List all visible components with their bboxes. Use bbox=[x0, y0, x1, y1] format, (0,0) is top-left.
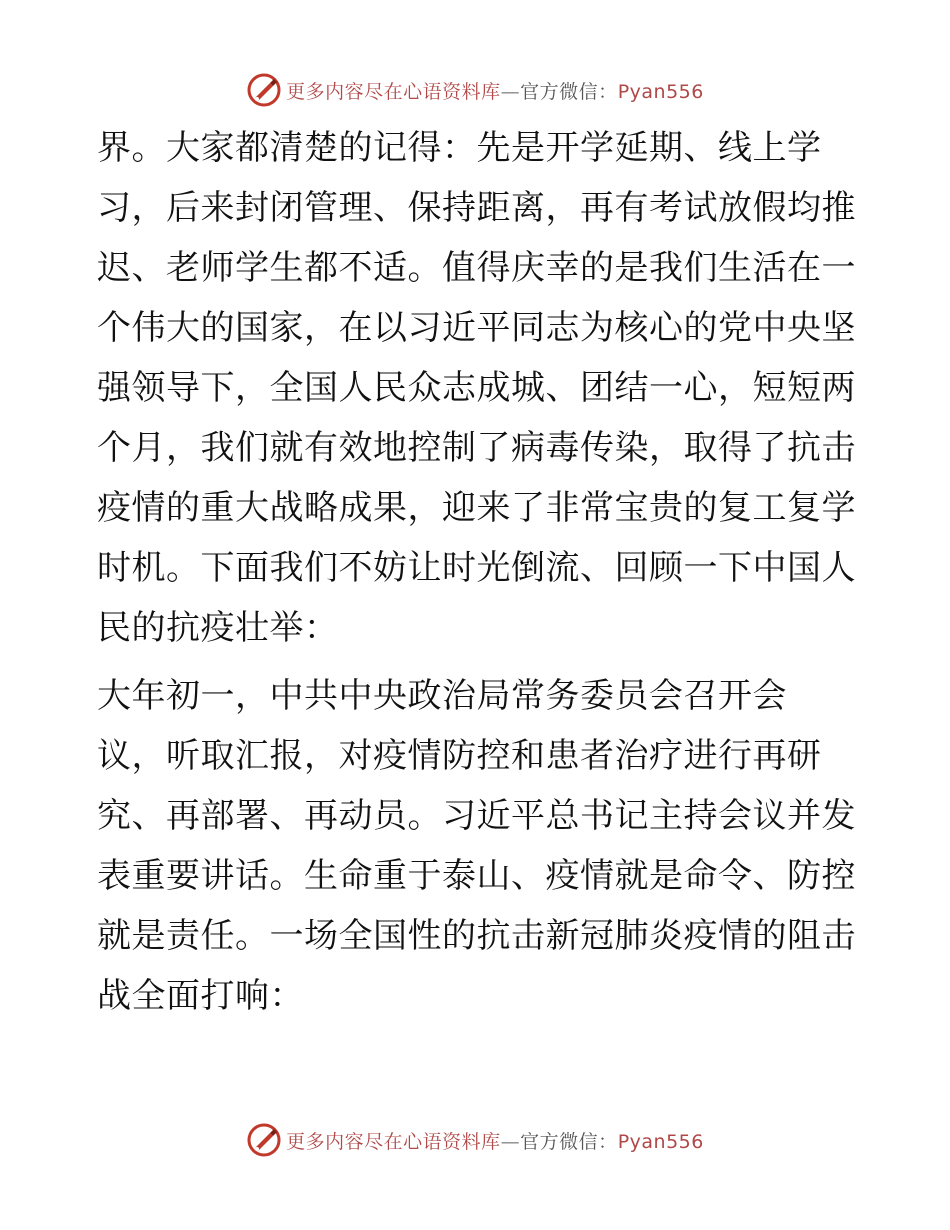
text-line: 习，后来封闭管理、保持距离，再有考试放假均推 bbox=[97, 188, 856, 228]
text-line: 议，听取汇报，对疫情防控和患者治疗进行再研 bbox=[97, 736, 822, 776]
watermark-wechat-label: 官方微信： bbox=[520, 80, 618, 103]
watermark-text bbox=[286, 77, 704, 104]
pen-seal-icon bbox=[246, 72, 282, 108]
text-line: 界。大家都清楚的记得：先是开学延期、线上学 bbox=[97, 128, 822, 168]
document-body bbox=[97, 118, 857, 1026]
text-line: 民的抗疫壮举： bbox=[97, 608, 339, 648]
text-line: 时机。下面我们不妨让时光倒流、回顾一下中国人 bbox=[97, 548, 856, 588]
text-line: 强领导下，全国人民众志成城、团结一心，短短两 bbox=[97, 368, 856, 408]
watermark-separator: — bbox=[500, 80, 521, 103]
watermark-wechat-id: Pyan556 bbox=[617, 1130, 704, 1153]
footer-watermark bbox=[0, 1120, 950, 1160]
text-line: 个伟大的国家，在以习近平同志为核心的党中央坚 bbox=[97, 308, 856, 348]
watermark-text bbox=[286, 1127, 704, 1154]
watermark-wechat-id: Pyan556 bbox=[617, 80, 704, 103]
header-watermark bbox=[0, 70, 950, 110]
text-line: 究、再部署、再动员。习近平总书记主持会议并发 bbox=[97, 796, 856, 836]
watermark-main: 更多内容尽在心语资料库 bbox=[286, 80, 501, 103]
text-line: 就是责任。一场全国性的抗击新冠肺炎疫情的阻击 bbox=[97, 916, 856, 956]
pen-seal-icon bbox=[246, 1122, 282, 1158]
text-line: 疫情的重大战略成果，迎来了非常宝贵的复工复学 bbox=[97, 488, 856, 528]
text-line: 个月，我们就有效地控制了病毒传染，取得了抗击 bbox=[97, 428, 856, 468]
text-line: 迟、老师学生都不适。值得庆幸的是我们生活在一 bbox=[97, 248, 856, 288]
text-line: 大年初一，中共中央政治局常务委员会召开会 bbox=[97, 676, 787, 716]
paragraph-2 bbox=[97, 666, 857, 1026]
paragraph-1 bbox=[97, 118, 857, 658]
text-line: 战全面打响： bbox=[97, 976, 304, 1016]
text-line: 表重要讲话。生命重于泰山、疫情就是命令、防控 bbox=[97, 856, 856, 896]
watermark-separator: — bbox=[500, 1130, 521, 1153]
watermark-wechat-label: 官方微信： bbox=[520, 1130, 618, 1153]
watermark-main: 更多内容尽在心语资料库 bbox=[286, 1130, 501, 1153]
